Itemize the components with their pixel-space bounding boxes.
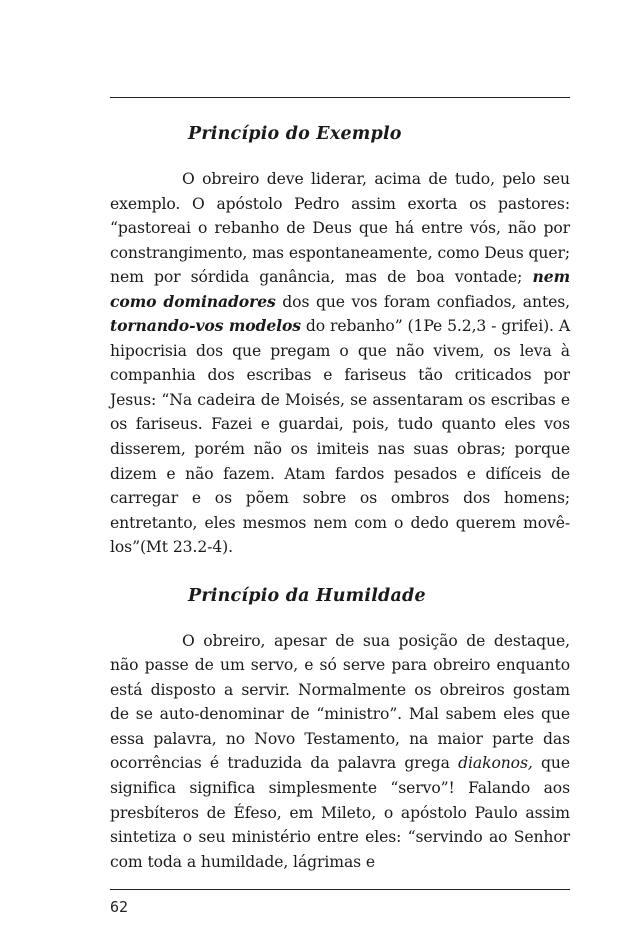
page-body bbox=[110, 121, 570, 874]
paragraph-text: do rebanho” (1Pe 5.2,3 - grifei). A hipocrisia dos que pregam o que não vivem, os leva à companhia dos escribas e fariseus tão criticados por Jesus: “Na cadeira de Moisés, se assentaram os escribas e os fariseus. Fazei e guardai, pois, tudo quanto eles vos disserem, porém não os imiteis nas suas obras; porque dizem e não fazem. Atam fardos pesados e difíceis de carregar e os põem sobre os ombros dos homens; entretanto, eles mesmos nem com o dedo querem movê-los”(Mt 23.2-4). bbox=[110, 317, 571, 557]
paragraph-text: que significa significa simplesmente “servo”! Falando aos presbíteros de Éfeso, em Mileto, o apóstolo Paulo assim sintetiza o seu ministério entre eles: “servindo ao Senhor com toda a humildade, lágrimas e bbox=[110, 754, 571, 871]
emphasis-text: tornando-vos modelos bbox=[110, 316, 301, 336]
emphasis-text: nem como dominadores bbox=[110, 267, 570, 311]
section-heading-exemplo: Princípio do Exemplo bbox=[188, 124, 402, 144]
section-heading-humildade: Princípio da Humildade bbox=[188, 585, 426, 606]
paragraph-humildade bbox=[110, 629, 570, 874]
paragraph-text: dos que vos foram confiados, antes, bbox=[275, 292, 571, 311]
paragraph-text: O obreiro deve liderar, acima de tudo, pelo seu exemplo. O apóstolo Pedro assim exorta os pastores: “pastoreai o rebanho de Deus que há entre vós, não por constrangimento, mas espontaneamente, como Deus quer; nem por sórdida ganância, mas de boa vontade; bbox=[110, 170, 570, 287]
paragraph-exemplo bbox=[110, 167, 570, 560]
page-number: 62 bbox=[110, 898, 129, 916]
bottom-rule bbox=[110, 889, 570, 890]
paragraph-text: O obreiro, apesar de sua posição de destaque, não passe de um servo, e só serve para obreiro enquanto está disposto a servir. Normalmente os obreiros gostam de se auto-denominar de “ministro”. Mal sabem eles que essa palavra, no Novo Testamento, na maior parte das ocorrências é traduzida da palavra grega bbox=[110, 631, 570, 773]
italic-term: diakonos, bbox=[458, 754, 533, 773]
top-rule bbox=[110, 97, 570, 98]
